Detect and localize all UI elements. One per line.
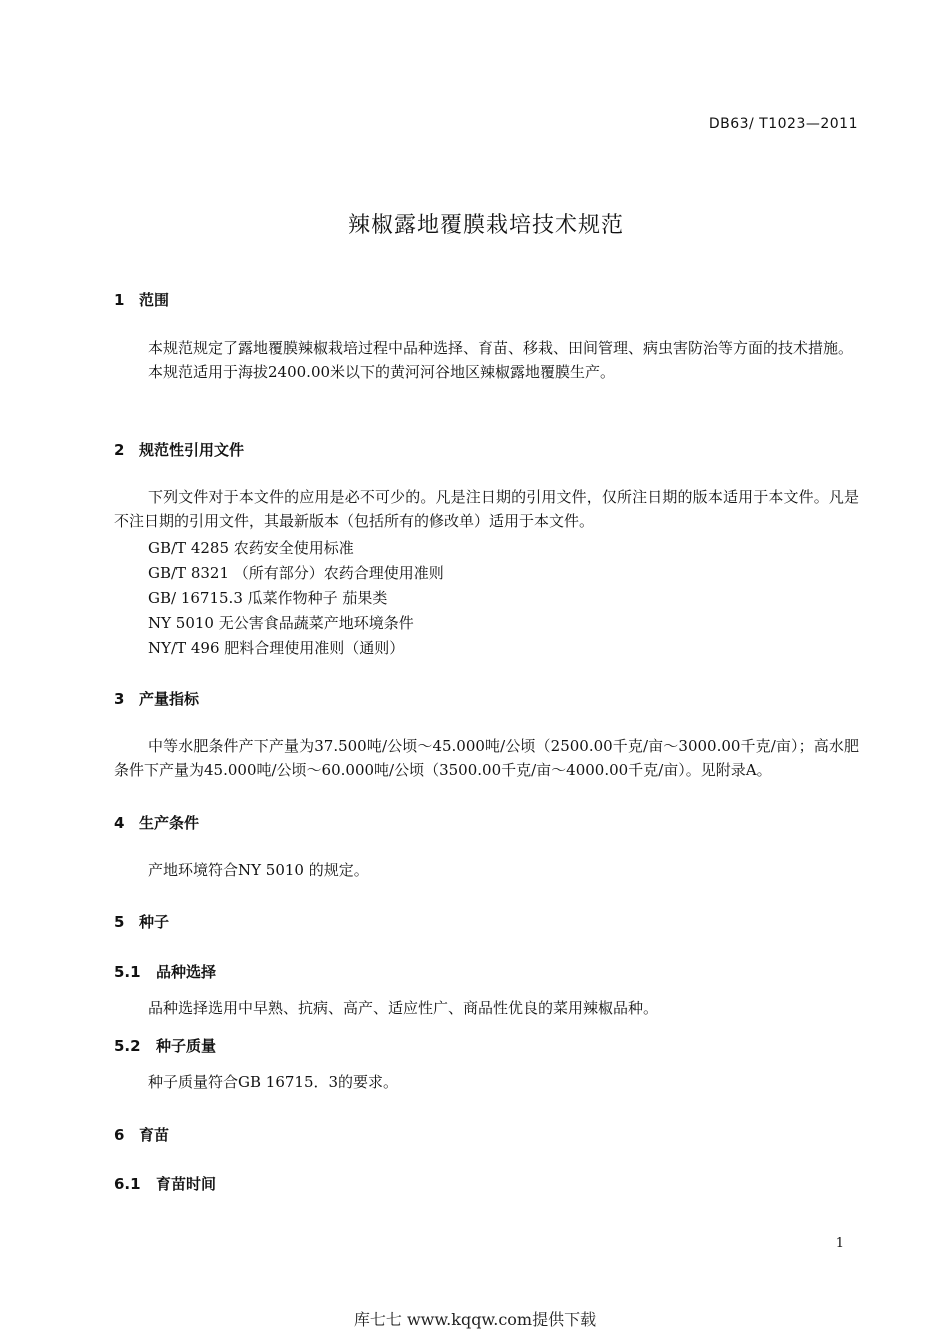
reference-item: GB/T 8321 （所有部分）农药合理使用准则 (148, 564, 444, 582)
subsection-title: 品种选择 (156, 963, 217, 981)
section-title: 种子 (139, 913, 170, 931)
subsection-title: 育苗时间 (156, 1175, 217, 1193)
section-title: 规范性引用文件 (139, 441, 245, 459)
reference-item: GB/ 16715.3 瓜菜作物种子 茄果类 (148, 589, 388, 607)
paragraph: 本规范规定了露地覆膜辣椒栽培过程中品种选择、育苗、移栽、田间管理、病虫害防治等方面的技术措施。 (148, 339, 854, 357)
section-1-body (114, 336, 859, 384)
subsection-number: 5.2 (114, 1037, 141, 1055)
subsection-5-1-body (114, 996, 859, 1020)
section-number: 2 (114, 441, 125, 459)
reference-item: NY 5010 无公害食品蔬菜产地环境条件 (148, 614, 414, 632)
section-3-body (114, 734, 859, 782)
paragraph: 下列文件对于本文件的应用是必不可少的。凡是注日期的引用文件，仅所注日期的版本适用于本文件。凡是不注日期的引用文件，其最新版本（包括所有的修改单）适用于本文件。 (114, 488, 859, 530)
section-number: 3 (114, 690, 125, 708)
document-title: 辣椒露地覆膜栽培技术规范 (347, 213, 624, 238)
paragraph: 产地环境符合NY 5010 的规定。 (148, 861, 369, 879)
subsection-title: 种子质量 (156, 1037, 217, 1055)
subsection-5-1-heading (114, 961, 216, 982)
section-5-heading (114, 911, 169, 932)
subsection-number: 5.1 (114, 963, 141, 981)
section-title: 生产条件 (139, 814, 200, 832)
section-1-heading (114, 289, 169, 310)
reference-item: GB/T 4285 农药安全使用标准 (148, 539, 354, 557)
footer-watermark: 库七七 www.kqqw.com提供下载 (353, 1310, 597, 1329)
section-title: 育苗 (139, 1126, 170, 1144)
paragraph: 本规范适用于海拔2400.00米以下的黄河河谷地区辣椒露地覆膜生产。 (148, 363, 616, 381)
subsection-number: 6.1 (114, 1175, 141, 1193)
paragraph: 种子质量符合GB 16715．3的要求。 (148, 1073, 399, 1091)
section-title: 产量指标 (139, 690, 200, 708)
subsection-6-1-heading (114, 1173, 216, 1194)
section-6-heading (114, 1124, 169, 1145)
section-number: 5 (114, 913, 125, 931)
section-4-body (114, 858, 859, 882)
page-number: 1 (835, 1236, 844, 1251)
section-4-heading (114, 812, 199, 833)
document-code: DB63/ T1023—2011 (708, 116, 858, 132)
section-number: 6 (114, 1126, 125, 1144)
subsection-5-2-heading (114, 1035, 216, 1056)
reference-item: NY/T 496 肥料合理使用准则（通则） (148, 639, 405, 657)
paragraph: 中等水肥条件产下产量为37.500吨/公顷～45.000吨/公顷（2500.00千克/亩～3000.00千克/亩）；高水肥条件下产量为45.000吨/公顷～60.000吨/公顷（3500.00千克/亩～4000.00千克/亩）。见附录A。 (114, 737, 859, 779)
section-2-body (114, 485, 859, 533)
section-title: 范围 (139, 291, 170, 309)
paragraph: 品种选择选用中早熟、抗病、高产、适应性广、商品性优良的菜用辣椒品种。 (148, 999, 659, 1017)
section-3-heading (114, 688, 199, 709)
section-2-heading (114, 439, 244, 460)
subsection-5-2-body (114, 1070, 859, 1094)
section-number: 1 (114, 291, 125, 309)
section-number: 4 (114, 814, 125, 832)
